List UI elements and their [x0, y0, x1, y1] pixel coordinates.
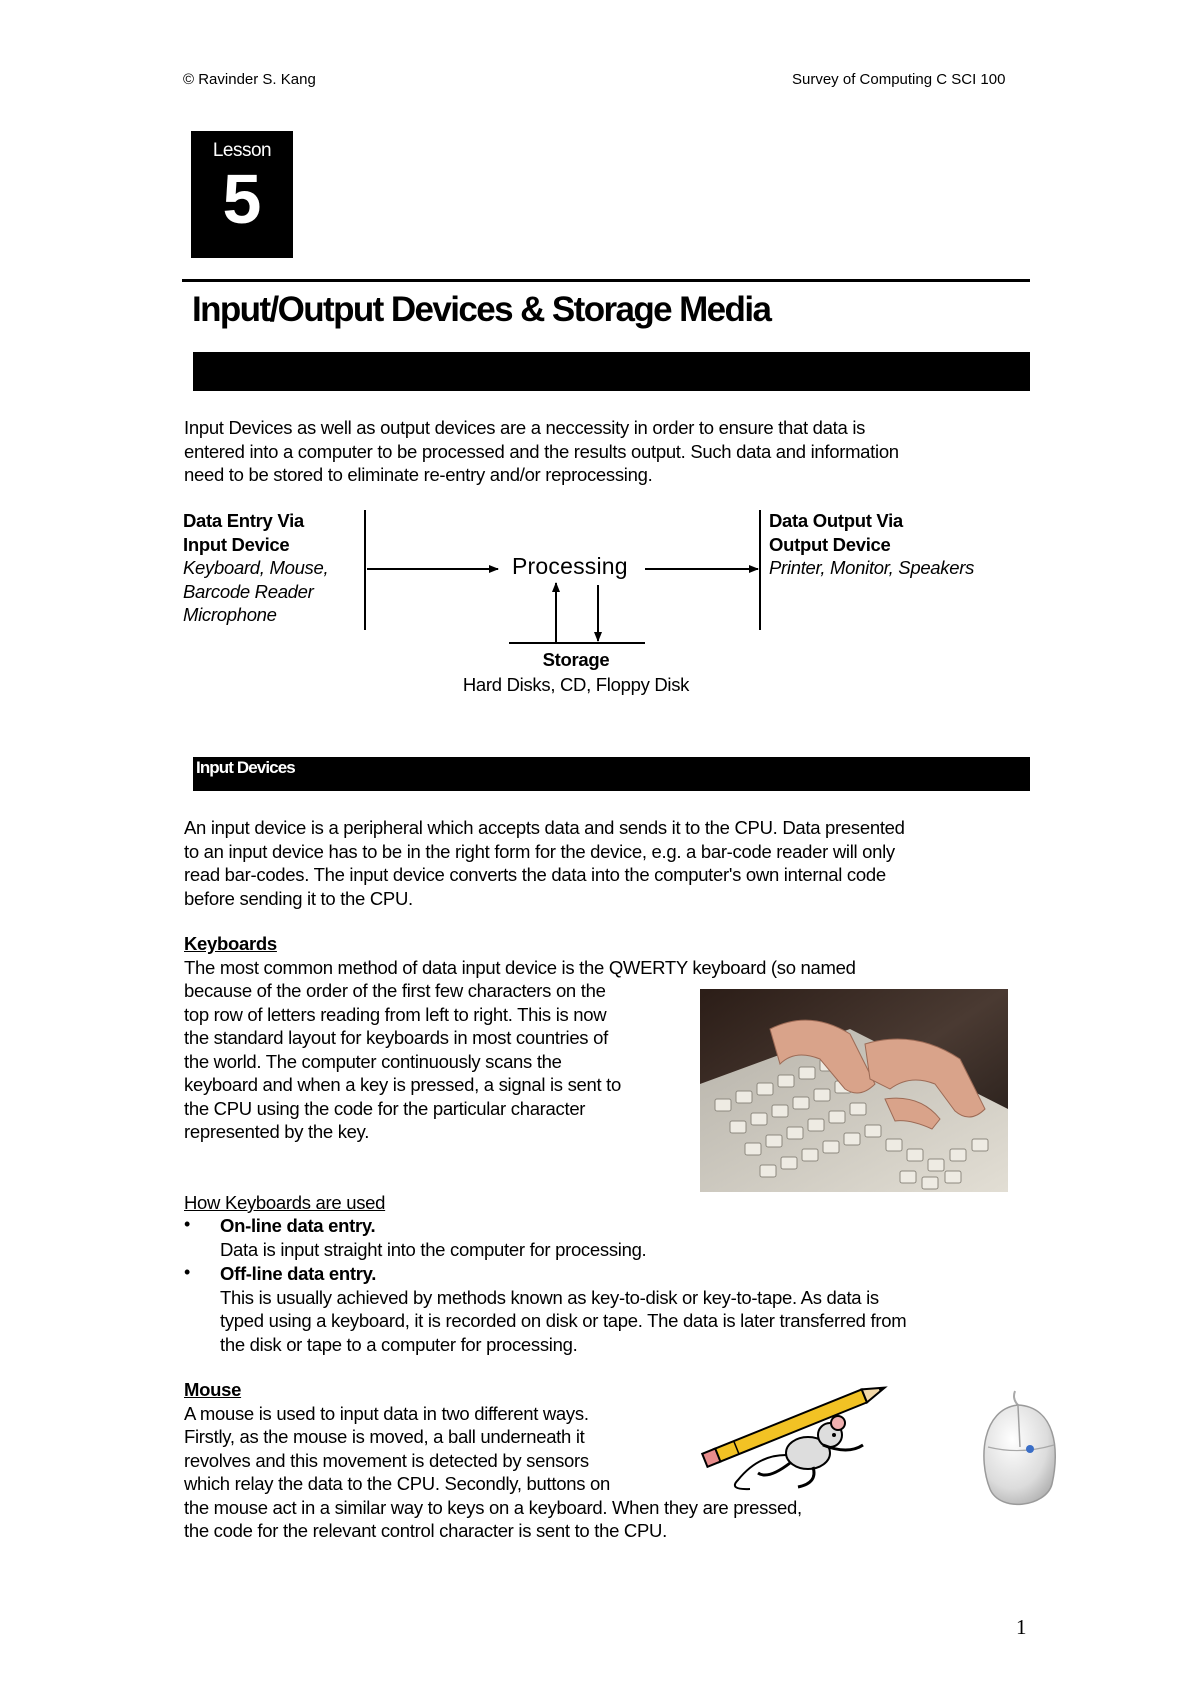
paragraph-line: because of the order of the first few characters on the	[184, 980, 606, 1001]
diagram-storage-examples: Hard Disks, CD, Floppy Disk	[462, 674, 690, 695]
intro-line: Input Devices as well as output devices are a neccessity in order to ensure that data is	[184, 417, 866, 438]
paragraph-line: An input device is a peripheral which accepts data and sends it to the CPU. Data presented	[184, 817, 905, 838]
diagram-input-example: Keyboard, Mouse,	[183, 557, 329, 578]
diagram-input-heading: Data Entry Via	[183, 510, 304, 531]
bullet-icon: •	[184, 1214, 191, 1234]
header-course: Survey of Computing C SCI 100	[792, 71, 1006, 88]
bullet-line: Data is input straight into the computer for processing.	[220, 1238, 647, 1260]
paragraph-line: the standard layout for keyboards in most countries of	[184, 1027, 608, 1048]
page-title: Input/Output Devices & Storage Media	[192, 290, 771, 329]
paragraph-line: the code for the relevant control character is sent to the CPU.	[184, 1520, 667, 1541]
keyboard-photo	[700, 989, 1008, 1192]
keyboards-heading: Keyboards	[184, 933, 277, 954]
paragraph-line: which relay the data to the CPU. Secondly, buttons on	[184, 1473, 610, 1494]
intro-line: entered into a computer to be processed and the results output. Such data and information	[184, 440, 899, 462]
paragraph-line: the mouse act in a similar way to keys on a keyboard. When they are pressed,	[184, 1496, 802, 1518]
paragraph-line: keyboard and when a key is pressed, a signal is sent to	[184, 1074, 622, 1095]
diagram-output-heading: Data Output Via	[769, 510, 903, 531]
paragraph-line: the world. The computer continuously scans the	[184, 1050, 562, 1072]
paragraph-line: Firstly, as the mouse is moved, a ball underneath it	[184, 1426, 585, 1447]
paragraph-line: revolves and this movement is detected by sensors	[184, 1449, 589, 1471]
diagram-arrows	[0, 0, 1200, 720]
diagram-input-example: Barcode Reader	[183, 580, 314, 602]
how-keyboards-block	[184, 1191, 1044, 1215]
lesson-label: Lesson	[212, 140, 272, 161]
bullet-title: Off-line data entry.	[220, 1263, 377, 1284]
page-number: 1	[1016, 1615, 1027, 1639]
section-bar-input-devices	[193, 757, 1030, 791]
paragraph-line: the CPU using the code for the particular character	[184, 1097, 586, 1119]
diagram-input-example: Microphone	[183, 604, 277, 625]
paragraph-line: represented by the key.	[184, 1121, 370, 1142]
paragraph-line: The most common method of data input device is the QWERTY keyboard (so named	[184, 956, 856, 978]
paragraph-line: to an input device has to be in the right form for the device, e.g. a bar-code reader will only	[184, 840, 895, 862]
bullet-online	[220, 1214, 1040, 1261]
bullet-icon: •	[184, 1262, 191, 1282]
diagram-input-heading: Input Device	[183, 533, 290, 555]
diagram-processing: Processing	[512, 553, 628, 579]
input-devices-paragraph	[184, 816, 1044, 910]
lesson-number: 5	[222, 160, 262, 238]
bullet-title: On-line data entry.	[220, 1215, 376, 1236]
bullet-line: This is usually achieved by methods known as key-to-disk or key-to-tape. As data is	[220, 1286, 879, 1308]
diagram-storage-heading: Storage	[542, 649, 610, 670]
bullet-line: the disk or tape to a computer for processing.	[220, 1333, 578, 1355]
mouse-heading: Mouse	[184, 1379, 242, 1400]
cartoon-mouse-pencil	[698, 1385, 908, 1493]
bullet-line: typed using a keyboard, it is recorded on disk or tape. The data is later transferred from	[220, 1310, 907, 1331]
paragraph-line: top row of letters reading from left to right. This is now	[184, 1003, 607, 1025]
section-heading-input-devices: Input Devices	[196, 758, 295, 777]
bullet-offline	[220, 1262, 1040, 1356]
diagram-output-example: Printer, Monitor, Speakers	[769, 557, 975, 578]
diagram-output-heading: Output Device	[769, 533, 891, 555]
header-author: © Ravinder S. Kang	[183, 71, 316, 88]
mouse-section	[184, 1378, 1044, 1543]
paragraph-line: read bar-codes. The input device converts the data into the computer's own internal code	[184, 864, 886, 885]
computer-mouse-photo	[960, 1389, 1070, 1511]
paragraph-line: A mouse is used to input data in two different ways.	[184, 1402, 589, 1424]
intro-line: need to be stored to eliminate re-entry and/or reprocessing.	[184, 464, 653, 485]
paragraph-line: before sending it to the CPU.	[184, 887, 413, 909]
how-keyboards-heading: How Keyboards are used	[184, 1192, 386, 1213]
